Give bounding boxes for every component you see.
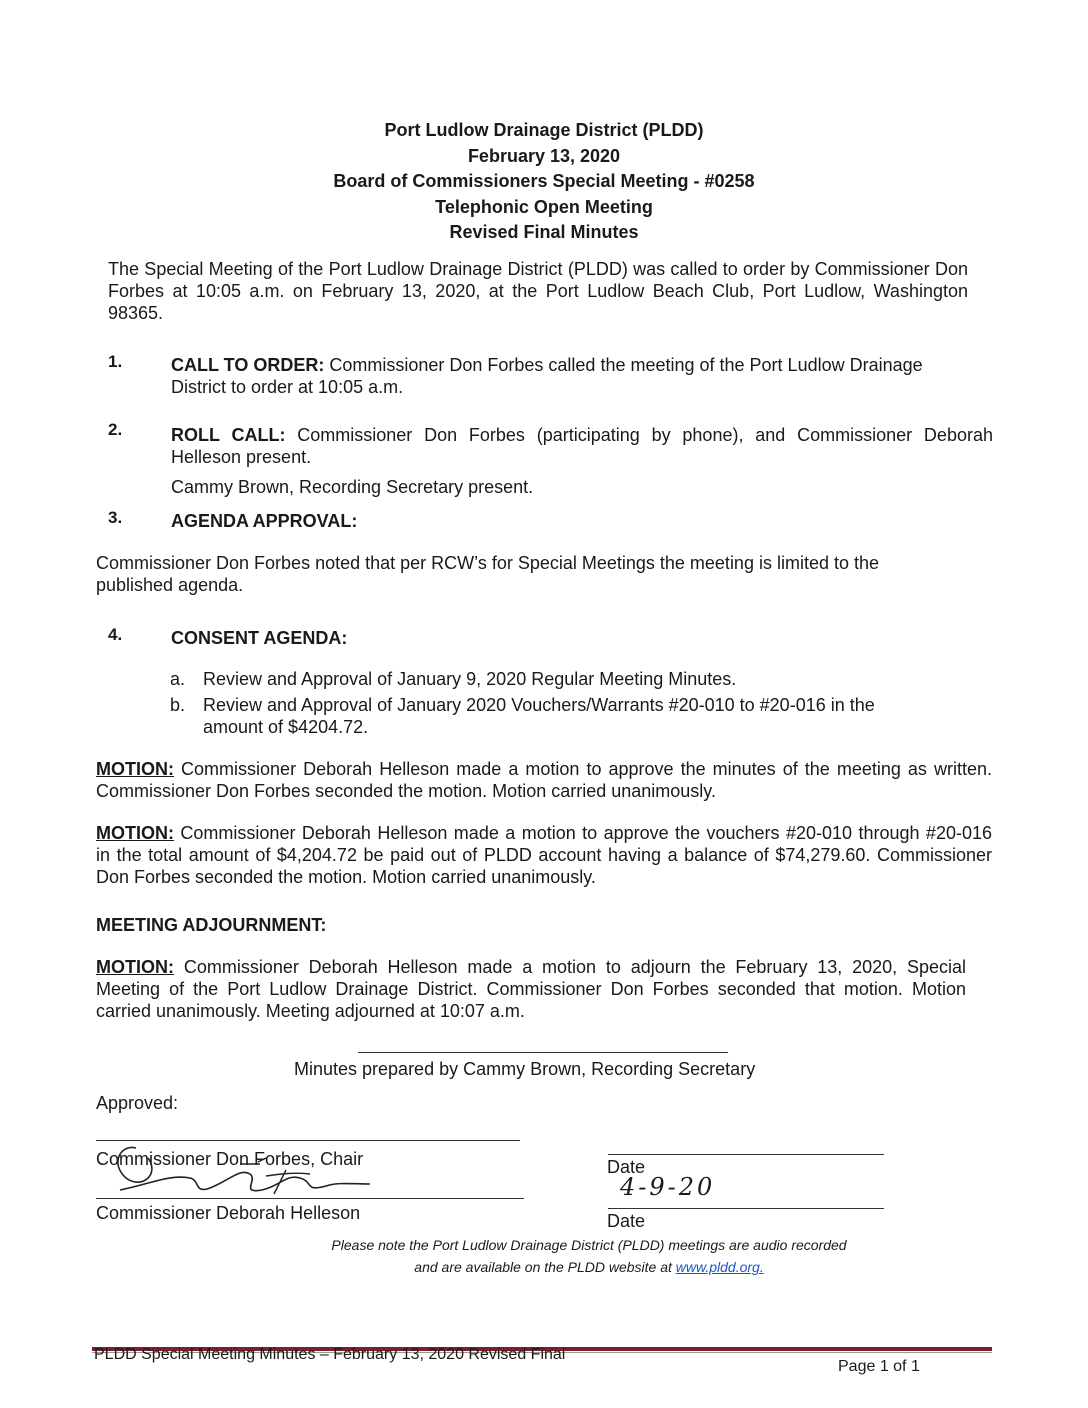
motion-3-text: Commissioner Deborah Helleson made a motion to adjourn the February 13, 2020, Special Meeting of the Port Ludlow Drainage District. Commissioner Don Forbes seconded that motion. Motion carried unanimously. Meeting adjourned at 10:07 a.m. bbox=[96, 957, 966, 1021]
date-line-2 bbox=[608, 1208, 884, 1209]
approved-label: Approved: bbox=[96, 1093, 179, 1113]
signature-2-name: Commissioner Deborah Helleson bbox=[96, 1203, 361, 1223]
date-line-1 bbox=[608, 1154, 884, 1155]
motion-1 bbox=[96, 758, 992, 802]
section-2-number: 2. bbox=[108, 420, 123, 439]
section-1-heading: CALL TO ORDER: bbox=[171, 355, 325, 375]
section-4-heading: CONSENT AGENDA: bbox=[171, 628, 348, 648]
motion-3-label: MOTION: bbox=[96, 957, 174, 977]
item-b-text: Review and Approval of January 2020 Vouchers/Warrants #20-010 to #20-016 in the amount of $4204.72. bbox=[203, 695, 875, 737]
note-prefix: and are available on the PLDD website at bbox=[414, 1259, 676, 1275]
document-header bbox=[0, 118, 1088, 246]
meeting-type: Board of Commissioners Special Meeting - #0258 bbox=[333, 171, 755, 191]
footer-title: PLDD Special Meeting Minutes – February 13, 2020 Revised Final bbox=[94, 1346, 566, 1363]
section-2-body bbox=[171, 424, 993, 468]
motion-2 bbox=[96, 822, 992, 888]
date-2-label: Date bbox=[607, 1211, 646, 1231]
meeting-date: February 13, 2020 bbox=[467, 145, 621, 166]
motion-1-text: Commissioner Deborah Helleson made a motion to approve the minutes of the meeting as written. Commissioner Don Forbes seconded the motion. Motion carried unanimously. bbox=[96, 759, 992, 801]
document-status: Revised Final Minutes bbox=[449, 222, 639, 242]
meeting-format: Telephonic Open Meeting bbox=[435, 196, 653, 217]
handwritten-signature bbox=[90, 1134, 390, 1204]
section-2-text: Commissioner Don Forbes (participating by phone), and Commissioner Deborah Helleson present. bbox=[171, 425, 993, 467]
motion-2-label: MOTION: bbox=[96, 823, 174, 843]
motion-3 bbox=[96, 956, 966, 1022]
section-2-heading: ROLL CALL: bbox=[171, 425, 286, 445]
signature-line-2 bbox=[96, 1198, 524, 1199]
section-1-body bbox=[171, 354, 971, 398]
section-1-text: Commissioner Don Forbes called the meeting of the Port Ludlow Drainage District to order at 10:05 a.m. bbox=[171, 355, 923, 397]
prepared-by: Minutes prepared by Cammy Brown, Recording Secretary bbox=[294, 1059, 756, 1079]
section-3-number: 3. bbox=[108, 508, 123, 527]
recording-note-line-2 bbox=[0, 1256, 1088, 1278]
prepared-by-rule bbox=[358, 1052, 728, 1053]
date-2-value: 4-9-20 bbox=[620, 1173, 716, 1201]
section-3-text: Commissioner Don Forbes noted that per RCW’s for Special Meetings the meeting is limited to the published agenda. bbox=[96, 553, 880, 595]
item-a-text: Review and Approval of January 9, 2020 Regular Meeting Minutes. bbox=[203, 669, 737, 689]
item-a-letter: a. bbox=[170, 669, 186, 689]
date-1-label: Date bbox=[607, 1157, 646, 1177]
website-link[interactable]: www.pldd.org. bbox=[675, 1259, 764, 1275]
intro-paragraph: The Special Meeting of the Port Ludlow Drainage District (PLDD) was called to order by Commissioner Don Forbes at 10:05 a.m. on February 13, 2020, at the Port Ludlow Beach Club, Port Ludlow, Washington 98365. bbox=[108, 259, 968, 323]
district-title: Port Ludlow Drainage District (PLDD) bbox=[384, 120, 704, 140]
section-3-heading: AGENDA APPROVAL: bbox=[171, 511, 358, 531]
section-2-secretary: Cammy Brown, Recording Secretary present. bbox=[171, 477, 534, 497]
section-1-number: 1. bbox=[108, 352, 123, 371]
signature-1-name: Commissioner Don Forbes, Chair bbox=[96, 1149, 364, 1169]
section-4-number: 4. bbox=[108, 625, 123, 644]
footer-page-number: Page 1 of 1 bbox=[838, 1358, 920, 1375]
motion-1-label: MOTION: bbox=[96, 759, 174, 779]
adjournment-heading: MEETING ADJOURNMENT: bbox=[96, 915, 327, 935]
motion-2-text: Commissioner Deborah Helleson made a motion to approve the vouchers #20-010 through #20-016 in the total amount of $4,204.72 be paid out of PLDD account having a balance of $74,279.60. Commissioner Don Forbes seconded the motion. Motion carried unanimously. bbox=[96, 823, 992, 887]
recording-note-line-1: Please note the Port Ludlow Drainage District (PLDD) meetings are audio recorded bbox=[331, 1237, 847, 1253]
item-b-letter: b. bbox=[170, 695, 186, 715]
